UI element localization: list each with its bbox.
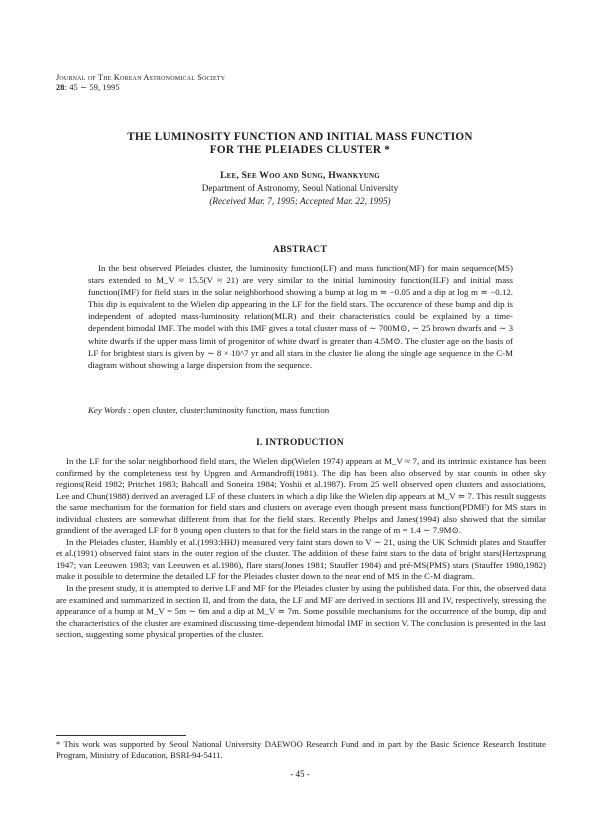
intro-paragraph-3: In the present study, it is attempted to derive LF and MF for the Pleiades cluster by using the published data. For this, the observed data are examined and summarized in section II, and from the data, the LF and MF are derived in sections III and IV, respectively, stressing the appearance of a bump at M_V = 5m ∼ 6m and a dip at M_V ≃ 7m. Some possible mechanisms for the occurrence of the bump, dip and the characteristics of the cluster are examined discussing time-dependent bimodal IMF in section V. The conclusion is presented in the last section, suggesting some physical properties of the cluster. <box>56 583 546 640</box>
abstract-heading: ABSTRACT <box>272 245 328 255</box>
introduction-body <box>56 456 546 641</box>
page-number: - 45 - <box>290 769 310 779</box>
footnote-divider <box>56 735 186 736</box>
title-line-2: FOR THE PLEIADES CLUSTER * <box>209 144 391 156</box>
intro-paragraph-2: In the Pleiades cluster, Hambly et al.(1993:HHJ) measured very faint stars down to V ∼ 21, using the UK Schmidt plates and Stauffer et al.(1991) observed faint stars in the outer region of the cluster. The addition of these faint stars to the data of bright stars(Hertzsprung 1947; van Leeuwen 1983; van Leeuwen et al.1986), flare stars(Jones 1981; Stauffer 1984) and pré-MS(PMS) stars (Stauffer 1980,1982) make it possible to determine the detailed LF for the Pleiades cluster down to the near end of MS in the C-M diagram. <box>56 536 546 582</box>
journal-name: Journal of The Korean Astronomical Society <box>56 73 226 82</box>
authors: Lee, See Woo and Sung, Hwankyung <box>220 170 380 181</box>
affiliation: Department of Astronomy, Seoul National University <box>201 183 399 193</box>
section-heading-introduction: I. INTRODUCTION <box>256 438 344 448</box>
keywords-label: Key Words <box>88 405 126 415</box>
keywords-text: : open cluster, cluster:luminosity function, mass function <box>128 405 330 415</box>
journal-citation <box>56 83 225 93</box>
paper-title <box>40 131 560 157</box>
intro-paragraph-1: In the LF for the solar neighborhood field stars, the Wielen dip(Wielen 1974) appears at M_V ≈ 7, and its intrinsic existance has been confirmed by the completeness test by Upgren and Armandroff(1981). The dip has been also observed by star counts in other sky regions(Reid 1982; Pritchet 1983; Bahcall and Soneira 1984; Yoshii et al.1987). From 25 well observed open clusters and associations, Lee and Chun(1988) derived an averaged LF of these clusters in which a dip like the Wielen dip appears at M_V ≃ 7. This result suggests the same mechanism for the formation for field stars and clusters on average even though present mass function(PDMF) for MS stars in individual clusters are somewhat different from that for the field stars. Recently Phelps and Janes(1994) also showed that the similar grandient of the averaged LF for 8 young open clusters to that for the field stars in the range of m = 1.4 ∼ 7.9M⊙. <box>56 456 546 536</box>
received-accepted-dates: (Received Mar. 7, 1995; Accepted Mar. 22, 1995) <box>209 196 391 206</box>
journal-volume: 28 <box>56 83 65 92</box>
title-line-1: THE LUMINOSITY FUNCTION AND INITIAL MASS FUNCTION <box>127 131 473 143</box>
keywords <box>88 405 513 415</box>
journal-pages: : 45 ∼ 59, 1995 <box>64 83 120 92</box>
footnote: * This work was supported by Seoul National University DAEWOO Research Fund and in part by the Basic Science Research Institute Program, Ministry of Education, BSRI-94-5411. <box>56 739 546 760</box>
journal-header <box>56 73 225 93</box>
abstract-text: In the best observed Pleiades cluster, the luminosity function(LF) and mass function(MF) for main sequence(MS) stars extended to M_V ≈ 15.5(V ≈ 21) are very similar to the initial luminosity function(ILF) and initial mass function(IMF) for field stars in the solar neighborhood showing a bump at log m ≃ −0.05 and a dip at log m ≃ −0.12. This dip is equivalent to the Wielen dip appearing in the LF for the field stars. The occurence of these bump and dip is independent of adopted mass-luminosity relation(MLR) and their characteristics could be explained by a time-dependent bimodal IMF. The model with this IMF gives a total cluster mass of ∼ 700M⊙, ∼ 25 brown dwarfs and ∼ 3 white dwarfs if the upper mass limit of progenitor of white dwarf is greater than 4.5M⊙. The cluster age on the basis of LF for brightest stars is given by ∼ 8 × 10^7 yr and all stars in the cluster lie along the single age sequence in the C-M diagram without showing a large dispersion from the sequence. <box>88 263 513 370</box>
